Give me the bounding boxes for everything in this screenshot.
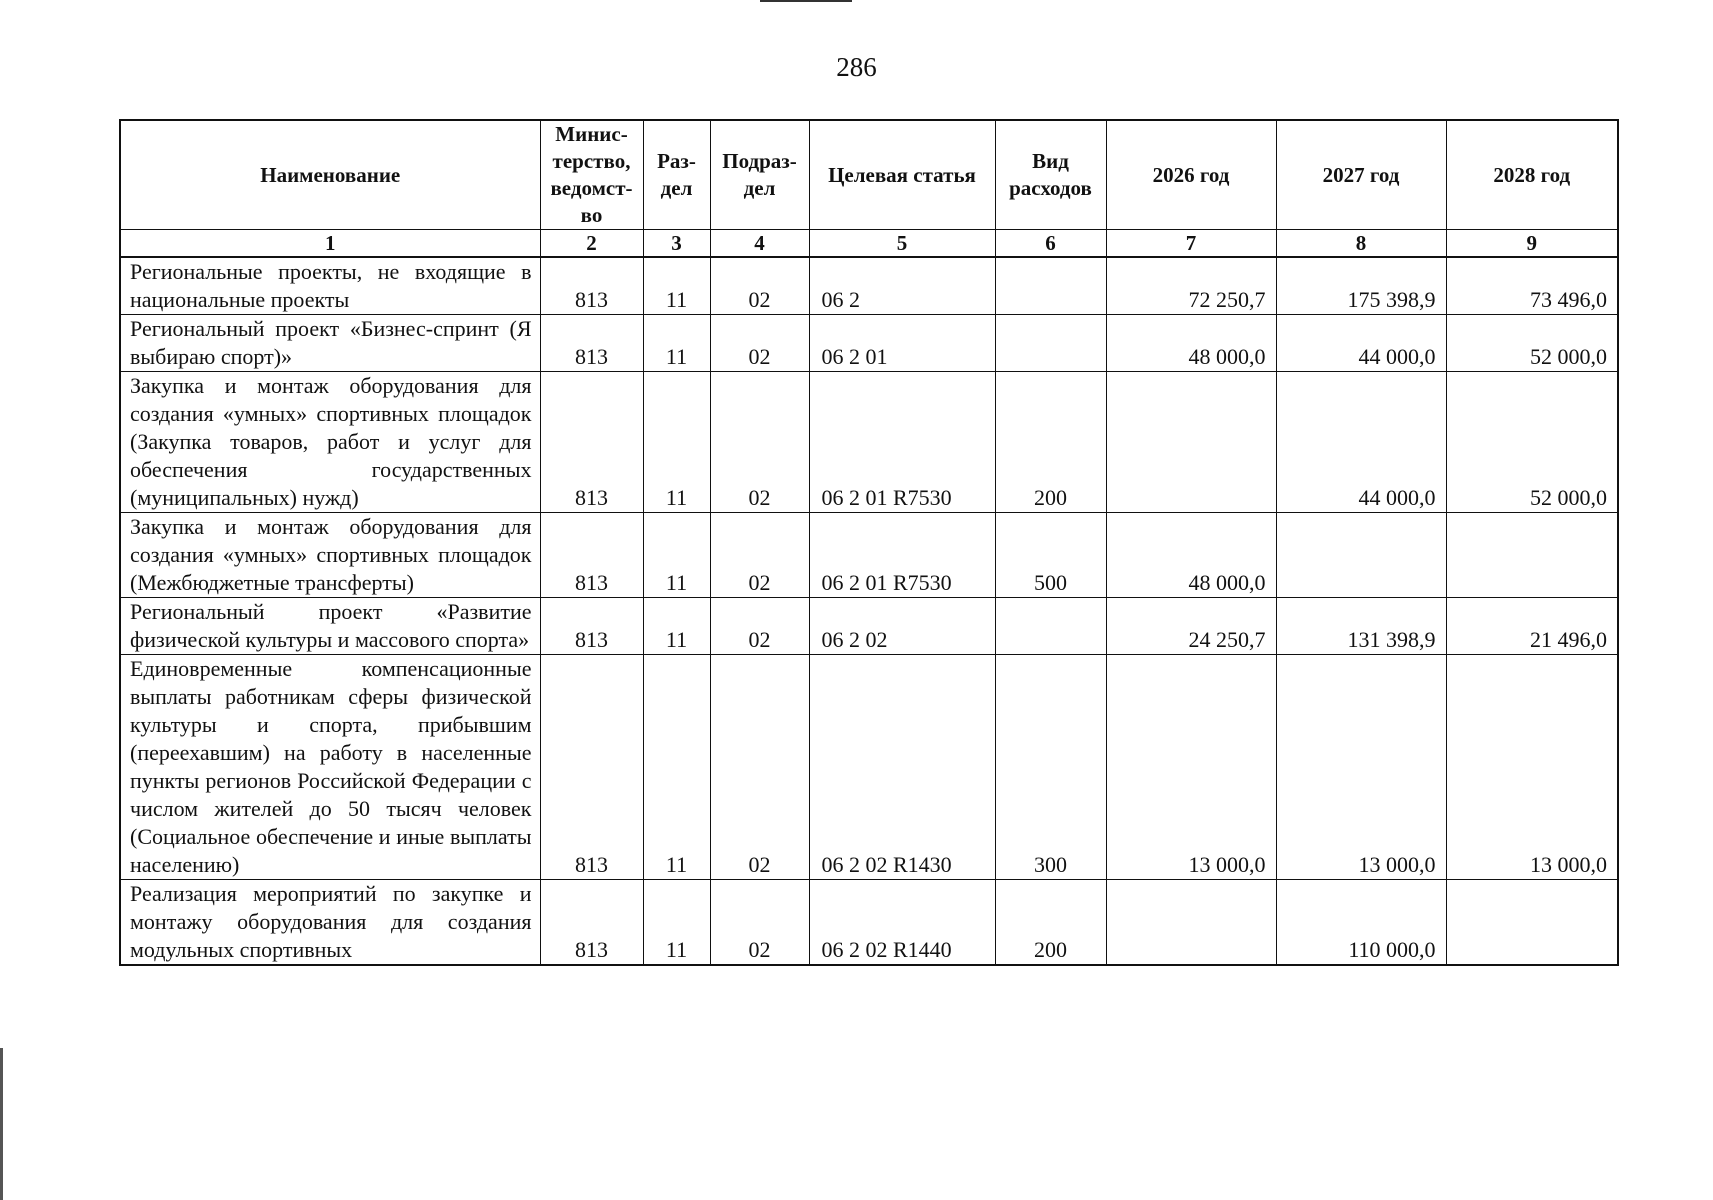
- row-section: 11: [643, 513, 710, 598]
- column-number: 1: [120, 230, 540, 258]
- row-name: Закупка и монтаж оборудования для создания «умных» спортивных площадок (Закупка товаров, работ и услуг для обеспечения государственных (муниципальных) нужд): [120, 372, 540, 513]
- row-subsection: 02: [710, 655, 809, 880]
- row-amount-2026: [1106, 880, 1276, 966]
- row-target-article: 06 2 01 R7530: [809, 372, 995, 513]
- header-name: Наименование: [120, 120, 540, 230]
- table-row: [120, 880, 1618, 966]
- row-name: Единовременные компенсационные выплаты работникам сферы физической культуры и спорта, прибывшим (переехавшим) на работу в населенные пункты регионов Российской Федерации с числом жителей до 50 тысяч человек (Социальное обеспечение и иные выплаты населению): [120, 655, 540, 880]
- row-amount-2026: 24 250,7: [1106, 598, 1276, 655]
- row-amount-2026: 48 000,0: [1106, 315, 1276, 372]
- table-row: [120, 513, 1618, 598]
- row-expense-type: [995, 315, 1106, 372]
- row-ministry: 813: [540, 655, 643, 880]
- column-number: 8: [1276, 230, 1446, 258]
- row-amount-2027: 13 000,0: [1276, 655, 1446, 880]
- table-header: [120, 120, 1618, 257]
- row-target-article: 06 2 02 R1440: [809, 880, 995, 966]
- row-ministry: 813: [540, 880, 643, 966]
- row-target-article: 06 2: [809, 257, 995, 315]
- row-name: Региональные проекты, не входящие в национальные проекты: [120, 257, 540, 315]
- header-target-article: Целевая статья: [809, 120, 995, 230]
- column-number: 6: [995, 230, 1106, 258]
- row-subsection: 02: [710, 598, 809, 655]
- scan-edge-line: [0, 1048, 3, 1200]
- row-amount-2026: 13 000,0: [1106, 655, 1276, 880]
- row-section: 11: [643, 372, 710, 513]
- row-name: Региональный проект «Бизнес-спринт (Я выбираю спорт)»: [120, 315, 540, 372]
- row-amount-2026: 48 000,0: [1106, 513, 1276, 598]
- row-amount-2028: 52 000,0: [1446, 372, 1618, 513]
- row-ministry: 813: [540, 598, 643, 655]
- page-number: 286: [836, 52, 877, 82]
- row-amount-2026: [1106, 372, 1276, 513]
- table-body: [120, 257, 1618, 965]
- header-year-2027: 2027 год: [1276, 120, 1446, 230]
- row-subsection: 02: [710, 257, 809, 315]
- row-amount-2028: 13 000,0: [1446, 655, 1618, 880]
- row-expense-type: 300: [995, 655, 1106, 880]
- column-number: 9: [1446, 230, 1618, 258]
- row-ministry: 813: [540, 372, 643, 513]
- row-amount-2028: 73 496,0: [1446, 257, 1618, 315]
- row-section: 11: [643, 655, 710, 880]
- row-target-article: 06 2 01 R7530: [809, 513, 995, 598]
- row-amount-2027: 131 398,9: [1276, 598, 1446, 655]
- row-amount-2028: 52 000,0: [1446, 315, 1618, 372]
- column-number: 5: [809, 230, 995, 258]
- table-row: [120, 598, 1618, 655]
- column-number: 7: [1106, 230, 1276, 258]
- row-expense-type: [995, 257, 1106, 315]
- row-subsection: 02: [710, 372, 809, 513]
- column-number: 3: [643, 230, 710, 258]
- row-section: 11: [643, 257, 710, 315]
- header-section: Раз-дел: [643, 120, 710, 230]
- row-amount-2027: 44 000,0: [1276, 372, 1446, 513]
- row-amount-2028: [1446, 513, 1618, 598]
- header-ministry: Минис-терство, ведомст-во: [540, 120, 643, 230]
- column-number-row: [120, 230, 1618, 258]
- row-target-article: 06 2 02: [809, 598, 995, 655]
- row-amount-2028: 21 496,0: [1446, 598, 1618, 655]
- row-subsection: 02: [710, 513, 809, 598]
- row-name: Закупка и монтаж оборудования для создания «умных» спортивных площадок (Межбюджетные трансферты): [120, 513, 540, 598]
- row-ministry: 813: [540, 257, 643, 315]
- row-amount-2027: [1276, 513, 1446, 598]
- row-name: Реализация мероприятий по закупке и монтажу оборудования для создания модульных спортивных: [120, 880, 540, 966]
- header-year-2026: 2026 год: [1106, 120, 1276, 230]
- header-year-2028: 2028 год: [1446, 120, 1618, 230]
- table-row: [120, 315, 1618, 372]
- column-number: 2: [540, 230, 643, 258]
- column-number: 4: [710, 230, 809, 258]
- row-expense-type: 500: [995, 513, 1106, 598]
- table-row: [120, 372, 1618, 513]
- budget-table: [119, 119, 1619, 966]
- row-section: 11: [643, 880, 710, 966]
- row-amount-2027: 44 000,0: [1276, 315, 1446, 372]
- header-expense-type: Вид расходов: [995, 120, 1106, 230]
- row-expense-type: 200: [995, 880, 1106, 966]
- header-row: [120, 120, 1618, 230]
- row-amount-2027: 175 398,9: [1276, 257, 1446, 315]
- row-expense-type: 200: [995, 372, 1106, 513]
- top-edge-mark: [760, 0, 852, 2]
- row-ministry: 813: [540, 513, 643, 598]
- row-ministry: 813: [540, 315, 643, 372]
- budget-table-container: [119, 119, 1619, 966]
- row-subsection: 02: [710, 880, 809, 966]
- table-row: [120, 655, 1618, 880]
- header-subsection: Подраз-дел: [710, 120, 809, 230]
- row-section: 11: [643, 315, 710, 372]
- row-amount-2026: 72 250,7: [1106, 257, 1276, 315]
- row-target-article: 06 2 02 R1430: [809, 655, 995, 880]
- table-row: [120, 257, 1618, 315]
- row-section: 11: [643, 598, 710, 655]
- row-expense-type: [995, 598, 1106, 655]
- row-subsection: 02: [710, 315, 809, 372]
- row-amount-2027: 110 000,0: [1276, 880, 1446, 966]
- row-name: Региональный проект «Развитие физической культуры и массового спорта»: [120, 598, 540, 655]
- row-target-article: 06 2 01: [809, 315, 995, 372]
- row-amount-2028: [1446, 880, 1618, 966]
